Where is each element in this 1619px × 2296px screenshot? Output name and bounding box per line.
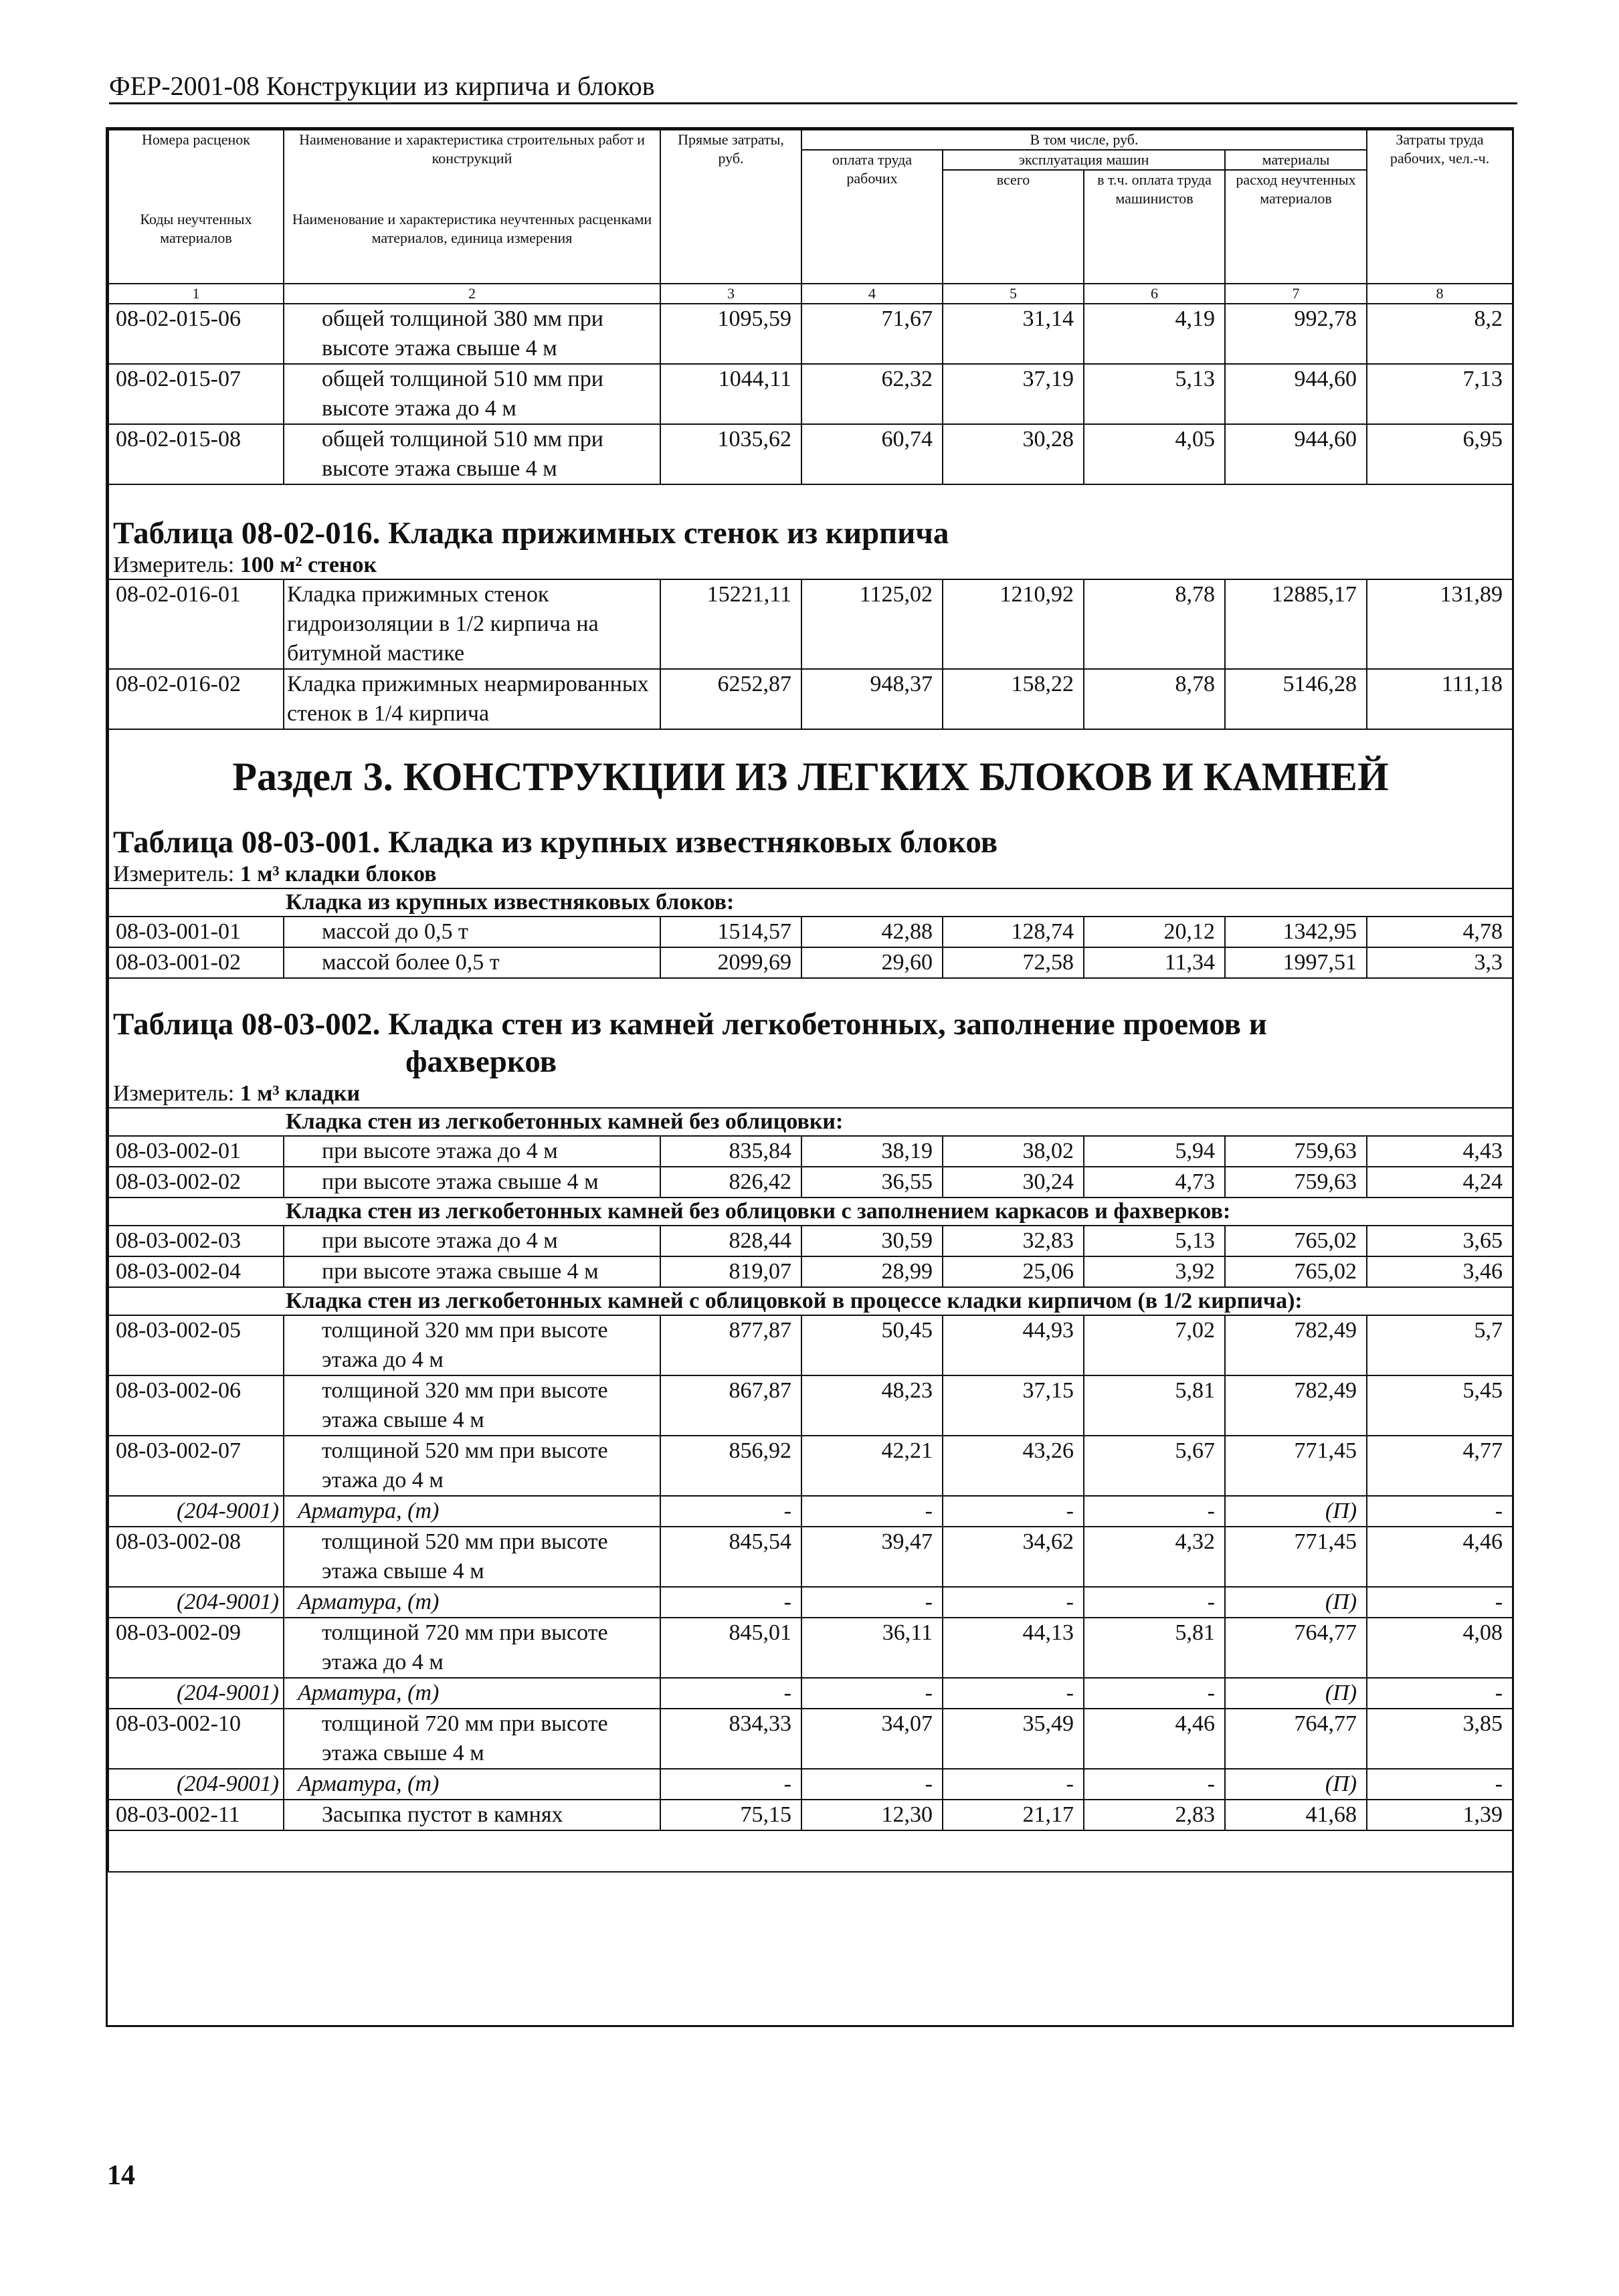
rate-code: 08-03-002-07	[108, 1436, 284, 1496]
labor-hours: 3,46	[1367, 1256, 1513, 1287]
rate-code: 08-02-015-08	[108, 424, 284, 484]
materials: 764,77	[1225, 1709, 1367, 1769]
labor-hours: 3,3	[1367, 947, 1513, 978]
rate-name: толщиной 720 мм при высоте этажа свыше 4 м	[284, 1709, 660, 1769]
rate-name: при высоте этажа до 4 м	[284, 1226, 660, 1256]
table-title: Таблица 08-02-016. Кладка прижимных стенок из кирпича	[108, 514, 1513, 552]
operator-wages: -	[1084, 1496, 1225, 1527]
machines-total: -	[943, 1769, 1084, 1800]
wages: -	[801, 1678, 943, 1709]
labor-hours: 5,7	[1367, 1315, 1513, 1375]
measure-line	[108, 1080, 1513, 1108]
measure-label: Измеритель:	[113, 553, 235, 577]
materials: 764,77	[1225, 1618, 1367, 1678]
table-title: Таблица 08-03-001. Кладка из крупных известняковых блоков	[108, 824, 1513, 861]
table-row	[108, 1618, 1513, 1678]
material-code: (204-9001)	[108, 1678, 284, 1709]
rows-with-facing	[108, 1315, 1513, 1830]
operator-wages: -	[1084, 1587, 1225, 1618]
materials: 765,02	[1225, 1256, 1367, 1287]
materials: 5146,28	[1225, 669, 1367, 729]
group-subheader: Кладка стен из легкобетонных камней с облицовкой в процессе кладки кирпичом (в 1/2 кирпича):	[108, 1287, 1513, 1315]
measure-line	[108, 552, 1513, 579]
col-num: 6	[1084, 284, 1225, 304]
machines-total: 21,17	[943, 1800, 1084, 1830]
materials: (П)	[1225, 1769, 1367, 1800]
machines-total: 128,74	[943, 917, 1084, 947]
labor-hours: 4,46	[1367, 1527, 1513, 1587]
operator-wages: 5,13	[1084, 364, 1225, 424]
labor-hours: 3,65	[1367, 1226, 1513, 1256]
table-row	[108, 424, 1513, 484]
direct-costs: 1514,57	[660, 917, 801, 947]
table-title-line: фахверков	[405, 1044, 557, 1079]
machines-total: 25,06	[943, 1256, 1084, 1287]
wages: 1125,02	[801, 579, 943, 669]
wages: -	[801, 1587, 943, 1618]
rate-code: 08-03-002-06	[108, 1375, 284, 1436]
col-num: 8	[1367, 284, 1513, 304]
machines-total: 1210,92	[943, 579, 1084, 669]
machines-total: 44,93	[943, 1315, 1084, 1375]
direct-costs: -	[660, 1769, 801, 1800]
rate-code: 08-02-016-02	[108, 669, 284, 729]
col-wages-header: оплата труда рабочих	[801, 150, 943, 284]
table-row	[108, 947, 1513, 978]
materials-header: материалы	[1225, 150, 1367, 170]
col-materials-name-header: Наименование и характеристика неучтенных расценками материалов, единица измерения	[284, 210, 660, 270]
operator-wages: 4,32	[1084, 1527, 1225, 1587]
table-row	[108, 1375, 1513, 1436]
wages: 39,47	[801, 1527, 943, 1587]
operator-wages: 11,34	[1084, 947, 1225, 978]
materials: 782,49	[1225, 1315, 1367, 1375]
labor-hours: 8,2	[1367, 304, 1513, 364]
measure-line	[108, 861, 1513, 888]
rate-name: при высоте этажа свыше 4 м	[284, 1167, 660, 1198]
direct-costs: -	[660, 1587, 801, 1618]
table-header	[108, 130, 1513, 304]
measure-label: Измеритель:	[113, 1081, 235, 1106]
wages: 36,55	[801, 1167, 943, 1198]
direct-costs: 826,42	[660, 1167, 801, 1198]
rate-name: толщиной 520 мм при высоте этажа до 4 м	[284, 1436, 660, 1496]
measure-value: 1 м³ кладки блоков	[240, 862, 437, 886]
direct-costs: 834,33	[660, 1709, 801, 1769]
labor-hours: 111,18	[1367, 669, 1513, 729]
machines-total: 34,62	[943, 1527, 1084, 1587]
table-row	[108, 304, 1513, 364]
col-num: 1	[108, 284, 284, 304]
direct-costs: 845,01	[660, 1618, 801, 1678]
rate-name: общей толщиной 510 мм при высоте этажа свыше 4 м	[284, 424, 660, 484]
direct-costs: 1035,62	[660, 424, 801, 484]
rate-code: 08-03-002-04	[108, 1256, 284, 1287]
col-num: 2	[284, 284, 660, 304]
material-code: (204-9001)	[108, 1769, 284, 1800]
operator-wages: 5,81	[1084, 1375, 1225, 1436]
table-08-03-002	[108, 978, 1513, 1315]
material-name: Арматура, (т)	[284, 1769, 660, 1800]
measure-value: 1 м³ кладки	[240, 1081, 361, 1106]
wages: 48,23	[801, 1375, 943, 1436]
materials: 765,02	[1225, 1226, 1367, 1256]
col-name-header: Наименование и характеристика строительных работ и конструкций	[284, 130, 660, 183]
rate-name: Кладка прижимных неармированных стенок в 1/4 кирпича	[284, 669, 660, 729]
table-row	[108, 917, 1513, 947]
col-labor-hours-header: Затраты труда рабочих, чел.-ч.	[1367, 130, 1513, 284]
table-row	[108, 1800, 1513, 1830]
table-row	[108, 1315, 1513, 1375]
machines-total: 32,83	[943, 1226, 1084, 1256]
direct-costs: 819,07	[660, 1256, 801, 1287]
rate-name: массой более 0,5 т	[284, 947, 660, 978]
col-num: 3	[660, 284, 801, 304]
machines-total: 31,14	[943, 304, 1084, 364]
machines-header: эксплуатация машин	[943, 150, 1225, 170]
col-num: 4	[801, 284, 943, 304]
rate-name: общей толщиной 380 мм при высоте этажа свыше 4 м	[284, 304, 660, 364]
machines-total: -	[943, 1587, 1084, 1618]
direct-costs: 2099,69	[660, 947, 801, 978]
table-row	[108, 1226, 1513, 1256]
machines-total: -	[943, 1678, 1084, 1709]
materials: 759,63	[1225, 1136, 1367, 1167]
table-row	[108, 364, 1513, 424]
machines-total: 43,26	[943, 1436, 1084, 1496]
labor-hours: 4,78	[1367, 917, 1513, 947]
materials: 944,60	[1225, 364, 1367, 424]
wages: 71,67	[801, 304, 943, 364]
table-title-line: Таблица 08-03-002. Кладка стен из камней легкобетонных, заполнение проемов и	[113, 1007, 1267, 1042]
direct-costs: 835,84	[660, 1136, 801, 1167]
page-header: ФЕР-2001-08 Конструкции из кирпича и блоков	[109, 70, 1517, 104]
rate-name: при высоте этажа свыше 4 м	[284, 1256, 660, 1287]
rate-name: толщиной 320 мм при высоте этажа свыше 4 м	[284, 1375, 660, 1436]
group-subheader: Кладка стен из легкобетонных камней без облицовки с заполнением каркасов и фахверков:	[108, 1198, 1513, 1226]
labor-hours: 1,39	[1367, 1800, 1513, 1830]
rate-code: 08-02-015-07	[108, 364, 284, 424]
operator-wages: -	[1084, 1678, 1225, 1709]
rates-table	[108, 129, 1513, 1873]
operator-wages: 5,13	[1084, 1226, 1225, 1256]
table-row	[108, 1136, 1513, 1167]
machines-total: 44,13	[943, 1618, 1084, 1678]
operator-wages: 7,02	[1084, 1315, 1225, 1375]
col-codes-header: Коды неучтенных материалов	[108, 210, 284, 270]
table-title	[108, 1006, 1513, 1080]
labor-hours: 4,24	[1367, 1167, 1513, 1198]
material-row	[108, 1678, 1513, 1709]
table-row	[108, 579, 1513, 669]
table-row	[108, 1167, 1513, 1198]
rate-code: 08-03-002-01	[108, 1136, 284, 1167]
rate-code: 08-03-002-08	[108, 1527, 284, 1587]
table-row	[108, 1527, 1513, 1587]
page-number: 14	[107, 2160, 135, 2191]
labor-hours: -	[1367, 1678, 1513, 1709]
wages: -	[801, 1496, 943, 1527]
direct-costs: 6252,87	[660, 669, 801, 729]
materials: 992,78	[1225, 304, 1367, 364]
operator-wages: 5,94	[1084, 1136, 1225, 1167]
operator-wages: 4,46	[1084, 1709, 1225, 1769]
direct-costs: 845,54	[660, 1527, 801, 1587]
table-row	[108, 1256, 1513, 1287]
rate-name: при высоте этажа до 4 м	[284, 1136, 660, 1167]
labor-hours: -	[1367, 1587, 1513, 1618]
rate-code: 08-02-016-01	[108, 579, 284, 669]
wages: 28,99	[801, 1256, 943, 1287]
direct-costs: -	[660, 1496, 801, 1527]
operator-wages: 20,12	[1084, 917, 1225, 947]
materials: (П)	[1225, 1587, 1367, 1618]
table-row	[108, 1436, 1513, 1496]
block-08-02-015	[108, 304, 1513, 484]
direct-costs: 15221,11	[660, 579, 801, 669]
wages: 38,19	[801, 1136, 943, 1167]
operator-wages: 5,67	[1084, 1436, 1225, 1496]
labor-hours: 7,13	[1367, 364, 1513, 424]
table-row	[108, 669, 1513, 729]
wages: -	[801, 1769, 943, 1800]
operator-wages: 5,81	[1084, 1618, 1225, 1678]
materials: 12885,17	[1225, 579, 1367, 669]
rate-code: 08-03-002-10	[108, 1709, 284, 1769]
direct-costs: -	[660, 1678, 801, 1709]
materials: 1997,51	[1225, 947, 1367, 978]
table-08-02-016	[108, 484, 1513, 729]
rate-code: 08-03-001-01	[108, 917, 284, 947]
material-name: Арматура, (т)	[284, 1678, 660, 1709]
wages: 34,07	[801, 1709, 943, 1769]
measure-value: 100 м² стенок	[240, 553, 377, 577]
operator-wages: -	[1084, 1769, 1225, 1800]
direct-costs: 856,92	[660, 1436, 801, 1496]
rate-name: толщиной 520 мм при высоте этажа свыше 4 м	[284, 1527, 660, 1587]
labor-hours: 4,08	[1367, 1618, 1513, 1678]
wages: 42,88	[801, 917, 943, 947]
materials: 759,63	[1225, 1167, 1367, 1198]
materials: (П)	[1225, 1678, 1367, 1709]
wages: 42,21	[801, 1436, 943, 1496]
labor-hours: 131,89	[1367, 579, 1513, 669]
direct-costs: 867,87	[660, 1375, 801, 1436]
wages: 50,45	[801, 1315, 943, 1375]
direct-costs: 828,44	[660, 1226, 801, 1256]
materials: 771,45	[1225, 1527, 1367, 1587]
wages: 30,59	[801, 1226, 943, 1256]
rate-code: 08-03-002-03	[108, 1226, 284, 1256]
rate-code: 08-03-002-05	[108, 1315, 284, 1375]
rate-code: 08-03-002-09	[108, 1618, 284, 1678]
material-name: Арматура, (т)	[284, 1496, 660, 1527]
rate-name: Кладка прижимных стенок гидроизоляции в 1/2 кирпича на битумной мастике	[284, 579, 660, 669]
rate-name: общей толщиной 510 мм при высоте этажа до 4 м	[284, 364, 660, 424]
operator-wages: 4,73	[1084, 1167, 1225, 1198]
labor-hours: 5,45	[1367, 1375, 1513, 1436]
materials: (П)	[1225, 1496, 1367, 1527]
labor-hours: 6,95	[1367, 424, 1513, 484]
machines-total: 72,58	[943, 947, 1084, 978]
materials: 41,68	[1225, 1800, 1367, 1830]
material-row	[108, 1769, 1513, 1800]
direct-costs: 1095,59	[660, 304, 801, 364]
rate-code: 08-03-002-02	[108, 1167, 284, 1198]
wages: 60,74	[801, 424, 943, 484]
machines-total: 37,15	[943, 1375, 1084, 1436]
material-row	[108, 1496, 1513, 1527]
wages: 62,32	[801, 364, 943, 424]
materials: 771,45	[1225, 1436, 1367, 1496]
measure-label: Измеритель:	[113, 862, 235, 886]
rate-name: массой до 0,5 т	[284, 917, 660, 947]
labor-hours: 4,43	[1367, 1136, 1513, 1167]
labor-hours: -	[1367, 1496, 1513, 1527]
material-code: (204-9001)	[108, 1587, 284, 1618]
wages: 948,37	[801, 669, 943, 729]
machines-total: 38,02	[943, 1136, 1084, 1167]
col-direct-costs-header: Прямые затраты, руб.	[660, 130, 801, 284]
col-number-header: Номера расценок	[108, 130, 284, 183]
col-num: 7	[1225, 284, 1367, 304]
machines-total: 30,24	[943, 1167, 1084, 1198]
wages: 29,60	[801, 947, 943, 978]
direct-costs: 75,15	[660, 1800, 801, 1830]
rate-code: 08-03-002-11	[108, 1800, 284, 1830]
rates-document	[106, 127, 1514, 2027]
col-num: 5	[943, 284, 1084, 304]
materials: 1342,95	[1225, 917, 1367, 947]
machines-total: 30,28	[943, 424, 1084, 484]
group-subheader: Кладка стен из легкобетонных камней без облицовки:	[108, 1108, 1513, 1136]
rate-name: Засыпка пустот в камнях	[284, 1800, 660, 1830]
table-row	[108, 1709, 1513, 1769]
labor-hours: 4,77	[1367, 1436, 1513, 1496]
section-title: Раздел 3. КОНСТРУКЦИИ ИЗ ЛЕГКИХ БЛОКОВ И КАМНЕЙ	[108, 750, 1513, 803]
col-materials-header: расход неучтенных материалов	[1225, 170, 1367, 284]
operator-wages: 8,78	[1084, 579, 1225, 669]
direct-costs: 877,87	[660, 1315, 801, 1375]
operator-wages: 2,83	[1084, 1800, 1225, 1830]
materials: 782,49	[1225, 1375, 1367, 1436]
col-total-header: всего	[943, 170, 1084, 284]
wages: 36,11	[801, 1618, 943, 1678]
machines-total: 37,19	[943, 364, 1084, 424]
operator-wages: 3,92	[1084, 1256, 1225, 1287]
group-header: В том числе, руб.	[801, 130, 1367, 150]
machines-total: 158,22	[943, 669, 1084, 729]
col-operator-wages-header: в т.ч. оплата труда машинистов	[1084, 170, 1225, 284]
materials: 944,60	[1225, 424, 1367, 484]
rate-name: толщиной 720 мм при высоте этажа до 4 м	[284, 1618, 660, 1678]
operator-wages: 8,78	[1084, 669, 1225, 729]
operator-wages: 4,05	[1084, 424, 1225, 484]
section-3	[108, 729, 1513, 978]
labor-hours: 3,85	[1367, 1709, 1513, 1769]
labor-hours: -	[1367, 1769, 1513, 1800]
material-name: Арматура, (т)	[284, 1587, 660, 1618]
material-row	[108, 1587, 1513, 1618]
machines-total: 35,49	[943, 1709, 1084, 1769]
wages: 12,30	[801, 1800, 943, 1830]
rate-name: толщиной 320 мм при высоте этажа до 4 м	[284, 1315, 660, 1375]
group-subheader: Кладка из крупных известняковых блоков:	[108, 888, 1513, 917]
material-code: (204-9001)	[108, 1496, 284, 1527]
operator-wages: 4,19	[1084, 304, 1225, 364]
machines-total: -	[943, 1496, 1084, 1527]
rate-code: 08-02-015-06	[108, 304, 284, 364]
rate-code: 08-03-001-02	[108, 947, 284, 978]
direct-costs: 1044,11	[660, 364, 801, 424]
